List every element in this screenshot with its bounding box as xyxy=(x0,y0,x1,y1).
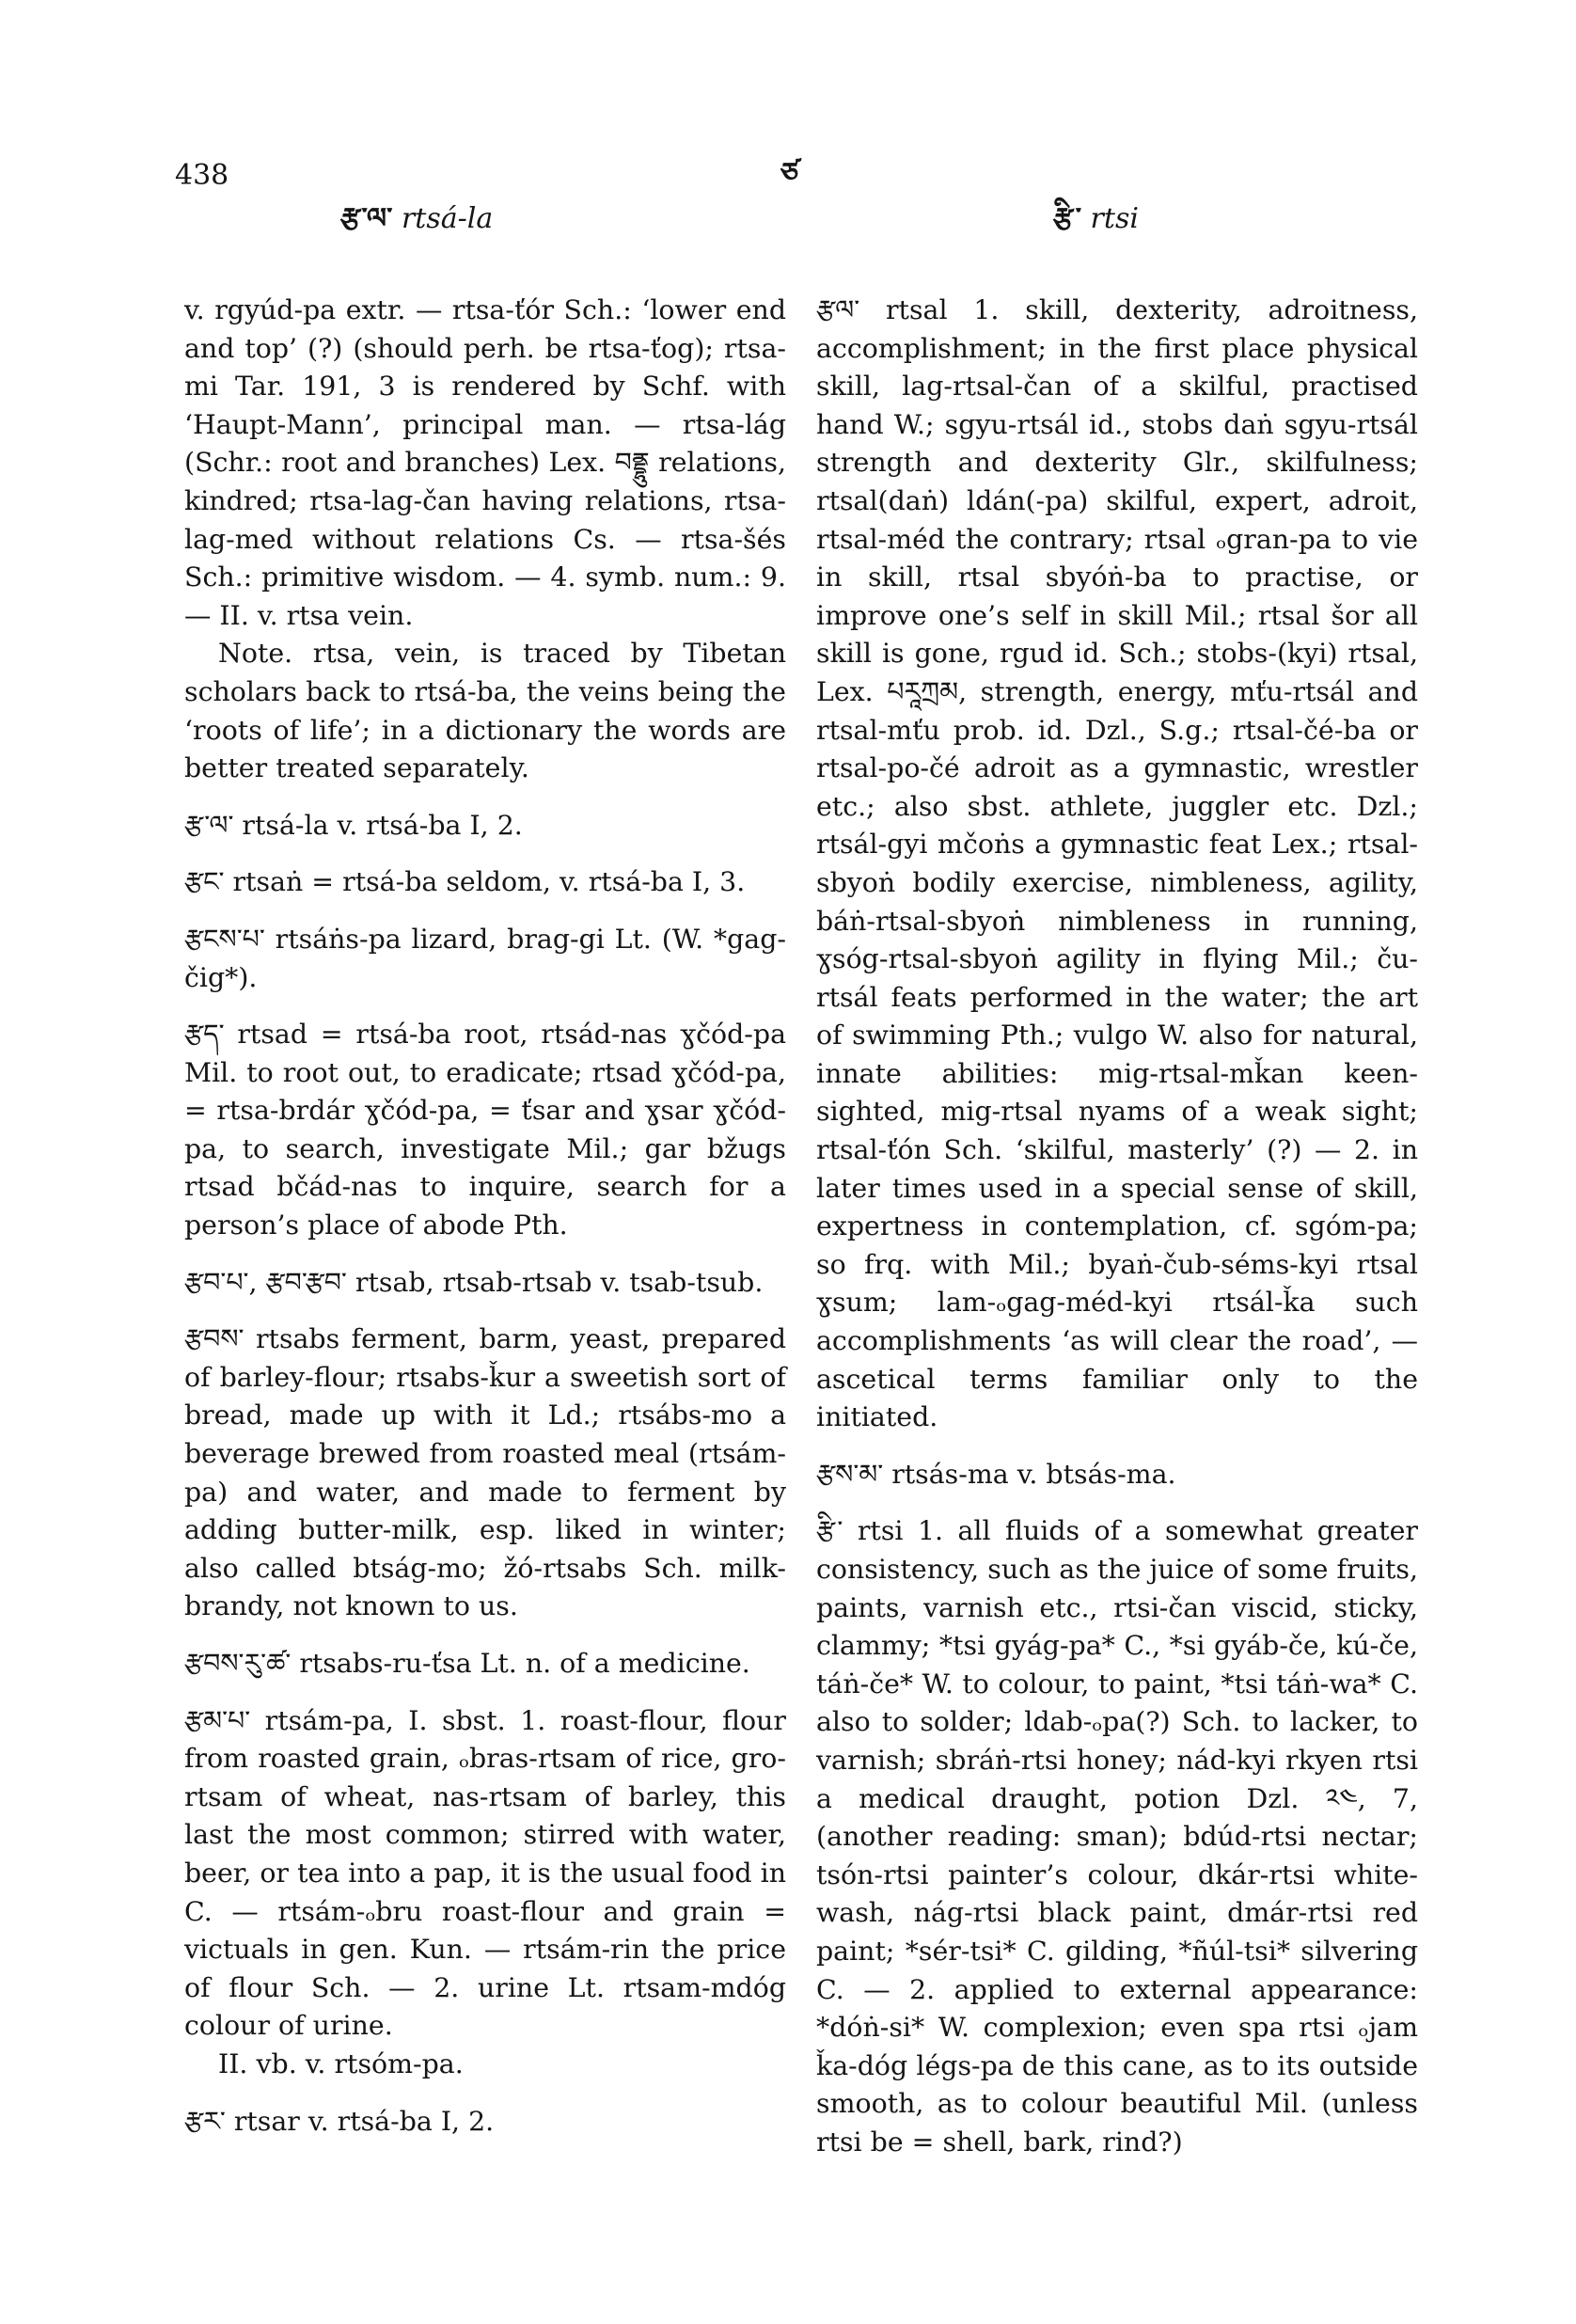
left-head-transliteration: rtsá-la xyxy=(401,202,494,235)
right-column xyxy=(816,292,1418,2162)
page-number: 438 xyxy=(175,159,229,192)
entry-rtsans-pa: རྩངས་པ་ rtsáṅs-pa lizard, brag-gi Lt. (W. *gag-čig*). xyxy=(184,923,786,993)
note-paragraph: Note. rtsa, vein, is traced by Tibetan scholars back to rtsá-ba, the veins being the ‘roots of life’; in a dictionary the words are better treated separately. xyxy=(184,638,786,784)
entry-rtsar: རྩར་ rtsar v. rtsá-ba I, 2. xyxy=(184,2105,495,2137)
left-column xyxy=(184,292,786,2141)
right-head-tibetan: རྩི་ xyxy=(1053,202,1081,235)
right-running-head xyxy=(1053,203,1139,235)
left-head-tibetan: རྩ་ལ་ xyxy=(340,202,393,235)
entry-rtsam-pa: རྩམ་པ་ rtsám-pa, I. sbst. 1. roast-flour, flour from roasted grain, ₒbras-rtsam of rice, gro-rtsam of wheat, nas-rtsam of barley, this last the most common; stirred with water, beer, or tea into a pap, it is the usual food in C. — rtsám-ₒbru roast-flour and grain = victuals in gen. Kun. — rtsám-rin the price of flour Sch. — 2. urine Lt. rtsam-mdóg colour of urine. xyxy=(184,1704,786,2042)
entry-rtsa-continued: v. rgyúd-pa extr. — rtsa-ťór Sch.: ‘lower end and top’ (?) (should perh. be rtsa-ťog); rtsa-mi Tar. 191, 3 is rendered by Schf. with ‘Haupt-Mann’, principal man. — rtsa-lág (Schr.: root and branches) Lex. བནྡྷུ relations, kindred; rtsa-lag-čan having relations, rtsa-lag-med without relations Cs. — rtsa-šés Sch.: primitive wisdom. — 4. symb. num.: 9. — II. v. rtsa vein. xyxy=(184,294,786,631)
entry-rtsa-la: རྩ་ལ་ rtsá-la v. rtsá-ba I, 2. xyxy=(184,809,523,841)
left-running-head xyxy=(340,203,493,235)
entry-rtsab: རྩབ་པ་, རྩབ་རྩབ་ rtsab, rtsab-rtsab v. tsab-tsub. xyxy=(184,1266,764,1298)
entry-rtsal: རྩལ་ rtsal 1. skill, dexterity, adroitness, accomplishment; in the first place physical skill, lag-rtsal-čan of a skilful, practised hand W.; sgyu-rtsál id., stobs daṅ sgyu-rtsál strength and dexterity Glr., skilfulness; rtsal(daṅ) ldán(-pa) skilful, expert, adroit, rtsal-méd the contrary; rtsal ₒgran-pa to vie in skill, rtsal sbyóṅ-ba to practise, or improve one’s self in skill Mil.; rtsal šor all skill is gone, rgud id. Sch.; stobs-(kyi) rtsal, Lex. པརཱཀྲམ, strength, energy, mťu-rtsál and rtsal-mťu prob. id. Dzl., S.g.; rtsal-čé-ba or rtsal-po-čé adroit as a gymnastic, wrestler etc.; also sbst. athlete, juggler etc. Dzl.; rtsál-gyi mčoṅs a gymnastic feat Lex.; rtsal-sbyoṅ bodily exercise, nimbleness, agility, báṅ-rtsal-sbyoṅ nimbleness in running, ɣsóg-rtsal-sbyoṅ agility in flying Mil.; ču-rtsál feats performed in the water; the art of swimming Pth.; vulgo W. also for natural, innate abilities: mig-rtsal-mǩan keen-sighted, mig-rtsal nyams of a weak sight; rtsal-ťón Sch. ‘skilful, masterly’ (?) — 2. in later times used in a special sense of skill, expertness in contemplation, cf. sgóm-pa; so frq. with Mil.; byaṅ-čub-séms-kyi rtsal ɣsum; lam-ₒgag-méd-kyi rtsál-ǩa such accomplishments ‘as will clear the road’, — ascetical terms familiar only to the initiated. xyxy=(816,294,1418,1433)
section-letter: ཙ xyxy=(780,157,799,190)
entry-rtsad: རྩད་ rtsad = rtsá-ba root, rtsád-nas ɣčód-pa Mil. to root out, to eradicate; rtsad ɣčód-pa, = rtsa-brdár ɣčód-pa, = ťsar and ɣsar ɣčód-pa, to search, investigate Mil.; gar bžugs rtsad bčád-nas to inquire, search for a person’s place of abode Pth. xyxy=(184,1019,786,1241)
entry-rtsi: རྩི་ rtsi 1. all fluids of a somewhat greater consistency, such as the juice of some fruits, paints, varnish etc., rtsi-čan viscid, sticky, clammy; *tsi gyág-pa* C., *si gyáb-če, kú-če, táṅ-če* W. to colour, to paint, *tsi táṅ-wa* C. also to solder; ldab-ₒpa(?) Sch. to lacker, to varnish; sbráṅ-rtsi honey; nád-kyi rkyen rtsi a medical draught, potion Dzl. ༢༤, 7, (another reading: sman); bdúd-rtsi nectar; tsón-rtsi painter’s colour, dkár-rtsi white-wash, nág-rtsi black paint, dmár-rtsi red paint; *sér-tsi* C. gilding, *ñúl-tsi* silvering C. — 2. applied to external appearance: *dóṅ-si* W. complexion; even spa rtsi ₒjam ǩa-dóg légs-pa de this cane, as to its outside smooth, as to colour beautiful Mil. (unless rtsi be = shell, bark, rind?) xyxy=(816,1515,1418,2158)
entry-rtsan: རྩང་ rtsaṅ = rtsá-ba seldom, v. rtsá-ba I, 3. xyxy=(184,866,746,898)
entry-rtsabs: རྩབས་ rtsabs ferment, barm, yeast, prepared of barley-flour; rtsabs-ǩur a sweetish sort of bread, made up with it Ld.; rtsábs-mo a beverage brewed from roasted meal (rtsám-pa) and water, and made to ferment by adding butter-milk, esp. liked in winter; also called btság-mo; žó-rtsabs Sch. milk-brandy, not known to us. xyxy=(184,1323,786,1622)
entry-rtsam-pa-verb: II. vb. v. rtsóm-pa. xyxy=(218,2047,464,2079)
right-head-transliteration: rtsi xyxy=(1090,202,1139,235)
entry-rtsas-ma: རྩས་མ་ rtsás-ma v. btsás-ma. xyxy=(816,1458,1176,1490)
entry-rtsabs-ru-tsa: རྩབས་རུ་ཚ་ rtsabs-ru-ťsa Lt. n. of a medicine. xyxy=(184,1648,750,1679)
